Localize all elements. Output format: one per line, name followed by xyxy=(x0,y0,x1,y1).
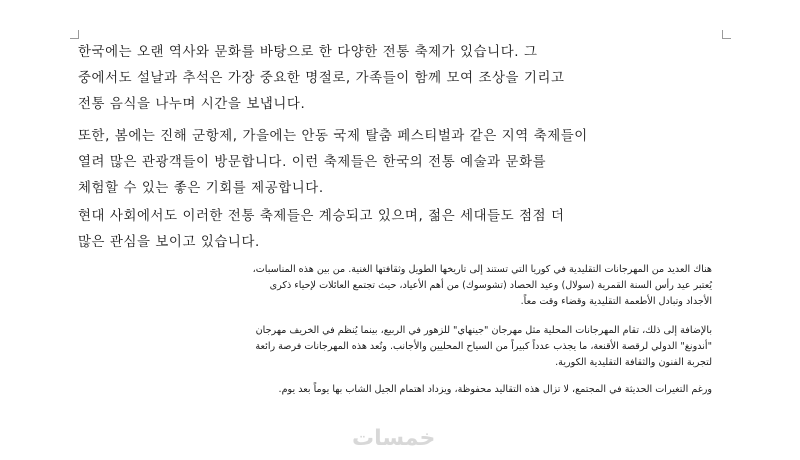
korean-paragraph-1[interactable] xyxy=(78,40,718,118)
korean-paragraph-3[interactable] xyxy=(78,204,718,256)
text-line: 또한, 봄에는 진해 군항제, 가을에는 안동 국제 탈춤 페스티벌과 같은 지역 축제들이 xyxy=(78,129,588,144)
text-line: الأجداد وتبادل الأطعمة التقليدية وقضاء وقت معاً. xyxy=(520,296,712,307)
text-line: 한국에는 오랜 역사와 문화를 바탕으로 한 다양한 전통 축제가 있습니다. 그 xyxy=(78,45,538,60)
watermark-logo: خمسات xyxy=(352,426,436,451)
text-line: يُعتبر عيد رأس السنة القمرية (سولال) وعيد الحصاد (تشوسوك) من أهم الأعياد، حيث تجتمع العائلات لإحياء ذكرى xyxy=(269,280,712,291)
page-corner-mark-top-right xyxy=(722,30,731,39)
text-line: 전통 음식을 나누며 시간을 보냅니다. xyxy=(78,97,306,112)
text-line: 열려 많은 관광객들이 방문합니다. 이런 축제들은 한국의 전통 예술과 문화를 xyxy=(78,155,547,170)
text-line: 현대 사회에서도 이러한 전통 축제들은 계승되고 있으며, 젊은 세대들도 점점 더 xyxy=(78,209,565,224)
text-line: 중에서도 설날과 추석은 가장 중요한 명절로, 가족들이 함께 모여 조상을 기리고 xyxy=(78,71,565,86)
arabic-paragraph-3[interactable] xyxy=(92,382,712,398)
text-line: 체험할 수 있는 좋은 기회를 제공합니다. xyxy=(78,181,324,196)
text-line: 많은 관심을 보이고 있습니다. xyxy=(78,235,260,250)
arabic-paragraph-2[interactable] xyxy=(92,323,712,371)
text-line: بالإضافة إلى ذلك، تقام المهرجانات المحلية مثل مهرجان "جينهاي" للزهور في الربيع، بينما يُنظم في الخريف مهرجان xyxy=(255,325,712,336)
arabic-paragraph-1[interactable] xyxy=(92,262,712,310)
text-line: ورغم التغيرات الحديثة في المجتمع، لا تزال هذه التقاليد محفوظة، ويزداد اهتمام الجيل الشاب بها يوماً بعد يوم. xyxy=(278,384,712,395)
korean-paragraph-2[interactable] xyxy=(78,124,718,202)
text-line: لتجربة الفنون والثقافة التقليدية الكورية. xyxy=(555,357,712,368)
page-corner-mark-top-left xyxy=(70,30,79,39)
text-line: هناك العديد من المهرجانات التقليدية في كوريا التي تستند إلى تاريخها الطويل وثقافتها الغنية. من بين هذه المناسبات، xyxy=(252,264,712,275)
text-line: "أندونغ" الدولي لرقصة الأقنعة، ما يجذب عدداً كبيراً من السياح المحليين والأجانب. وتُعد هذه المهرجانات فرصة رائعة xyxy=(255,341,712,352)
